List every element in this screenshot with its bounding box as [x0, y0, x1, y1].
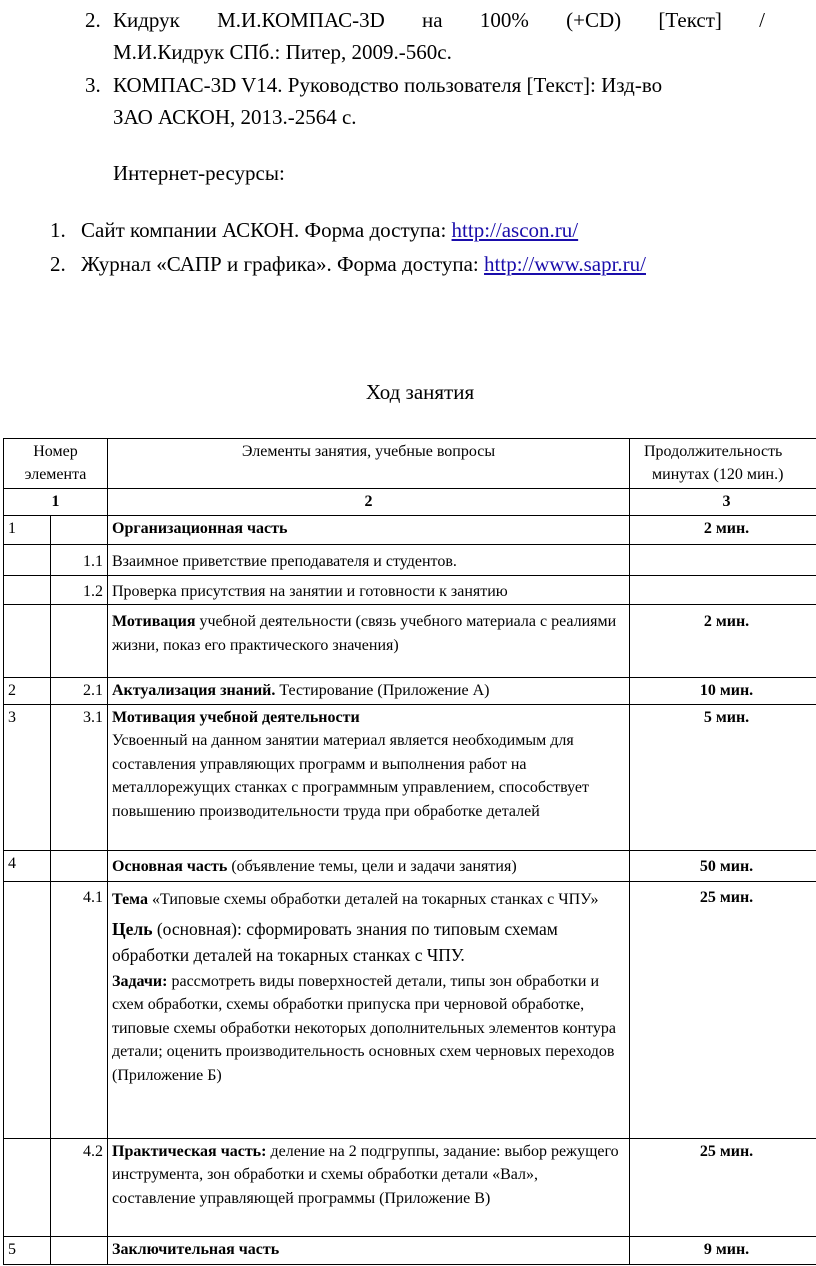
row-content: Мотивация учебной деятельности Усвоенный на данном занятии материал является необходимым для составления управляющих программ и выполнения работ на металлорежущих станках с программным управлением, способствует повышению производительности труда при обработке деталей: [108, 704, 630, 850]
table-row: [4, 1138, 816, 1236]
header-number-line1: Номер: [33, 443, 78, 460]
row-subnumber: 4.1: [51, 881, 108, 1138]
row-duration: 25 мин.: [630, 881, 816, 1138]
row-content: Заключительная часть: [108, 1236, 630, 1264]
row-content: Мотивация учебной деятельности (связь учебного материала с реалиями жизни, показ его практического значения): [108, 605, 630, 678]
internet-1: [81, 214, 578, 247]
row-duration: 9 мин.: [630, 1236, 816, 1264]
row-content: Основная часть (объявление темы, цели и задачи занятия): [108, 850, 630, 881]
col-number-2: 2: [108, 489, 630, 516]
header-elements: Элементы занятия, учебные вопросы: [108, 439, 630, 489]
internet-2-text: Журнал «САПР и графика». Форма доступа:: [81, 252, 485, 276]
row-duration: 10 мин.: [630, 678, 816, 705]
header-duration-line1: Продолжительность: [644, 443, 783, 460]
row-duration: 5 мин.: [630, 704, 816, 850]
header-duration-line2: минутах (120 мин.): [652, 466, 784, 483]
col-number-3: 3: [630, 489, 816, 516]
internet-1-text: Сайт компании АСКОН. Форма доступа:: [81, 218, 452, 242]
lesson-plan-table: [3, 438, 816, 1265]
row-subnumber: 2.1: [51, 678, 108, 705]
row-number: 3: [4, 704, 51, 850]
row-number: 4: [4, 850, 51, 881]
row-duration: 50 мин.: [630, 850, 816, 881]
lesson-title: Ход занятия: [365, 380, 475, 404]
reference-2-number: 2.: [85, 8, 101, 32]
table-row: [4, 1236, 816, 1264]
topic: Тема «Типовые схемы обработки деталей на токарных станках с ЧПУ»: [112, 890, 599, 908]
table-row: [4, 704, 816, 850]
row-duration: 25 мин.: [630, 1138, 816, 1236]
row-subnumber: 1.2: [51, 575, 108, 605]
row-subnumber: 4.2: [51, 1138, 108, 1236]
internet-heading: Интернет-ресурсы:: [113, 161, 285, 185]
row-content: Взаимное приветствие преподавателя и студентов.: [108, 544, 630, 575]
row-number: 5: [4, 1236, 51, 1264]
reference-3-number: 3.: [85, 73, 101, 97]
table-row: [4, 678, 816, 705]
row-content: Организационная часть: [108, 515, 630, 544]
table-row: [4, 605, 816, 678]
table-row: [4, 881, 816, 1138]
table-header-row: [4, 439, 816, 489]
row-content: Практическая часть: деление на 2 подгруппы, задание: выбор режущего инструмента, зон обработки и схемы обработки детали «Вал», составление управляющей программы (Приложение В): [108, 1138, 630, 1236]
row-content: Проверка присутствия на занятии и готовности к занятию: [108, 575, 630, 605]
row-content: [108, 881, 630, 1138]
header-element-number: [4, 439, 108, 489]
ascon-link[interactable]: http://ascon.ru/: [451, 218, 579, 242]
internet-2-number: 2.: [50, 252, 66, 276]
row-content: Актуализация знаний. Тестирование (Приложение А): [108, 678, 630, 705]
row-number: 1: [4, 515, 51, 544]
row-subnumber: 1.1: [51, 544, 108, 575]
tasks: Задачи: рассмотреть виды поверхностей детали, типы зон обработки и схем обработки, схемы обработки припуска при черновой обработке, типовые схемы обработки некоторых дополнительных элементов контура детали; оценить производительность основных схем черновых переходов (Приложение Б): [112, 972, 616, 1084]
table-row: [4, 515, 816, 544]
table-row: [4, 575, 816, 605]
table-row: [4, 850, 816, 881]
reference-3-line1: КОМПАС-3D V14. Руководство пользователя [Текст]: Изд-во: [113, 73, 663, 97]
column-number-row: [4, 489, 816, 516]
table-row: [4, 544, 816, 575]
reference-2-line2: М.И.Кидрук СПб.: Питер, 2009.-560с.: [113, 40, 452, 64]
reference-2-line1: Кидрук М.И.КОМПАС-3D на 100% (+CD) [Текст] /: [113, 8, 765, 32]
internet-1-number: 1.: [50, 218, 66, 242]
internet-2: [81, 248, 646, 281]
reference-3-line2: ЗАО АСКОН, 2013.-2564 с.: [113, 105, 357, 129]
row-duration: 2 мин.: [630, 515, 816, 544]
row-subnumber: 3.1: [51, 704, 108, 850]
row-duration: 2 мин.: [630, 605, 816, 678]
sapr-link[interactable]: http://www.sapr.ru/: [484, 252, 646, 276]
row-number: 2: [4, 678, 51, 705]
header-number-line2: элемента: [24, 466, 87, 483]
goal: Цель (основная): сформировать знания по типовым схемам обработки деталей на токарных станках с ЧПУ.: [112, 918, 558, 965]
header-duration: [630, 439, 816, 489]
col-number-1: 1: [4, 489, 108, 516]
